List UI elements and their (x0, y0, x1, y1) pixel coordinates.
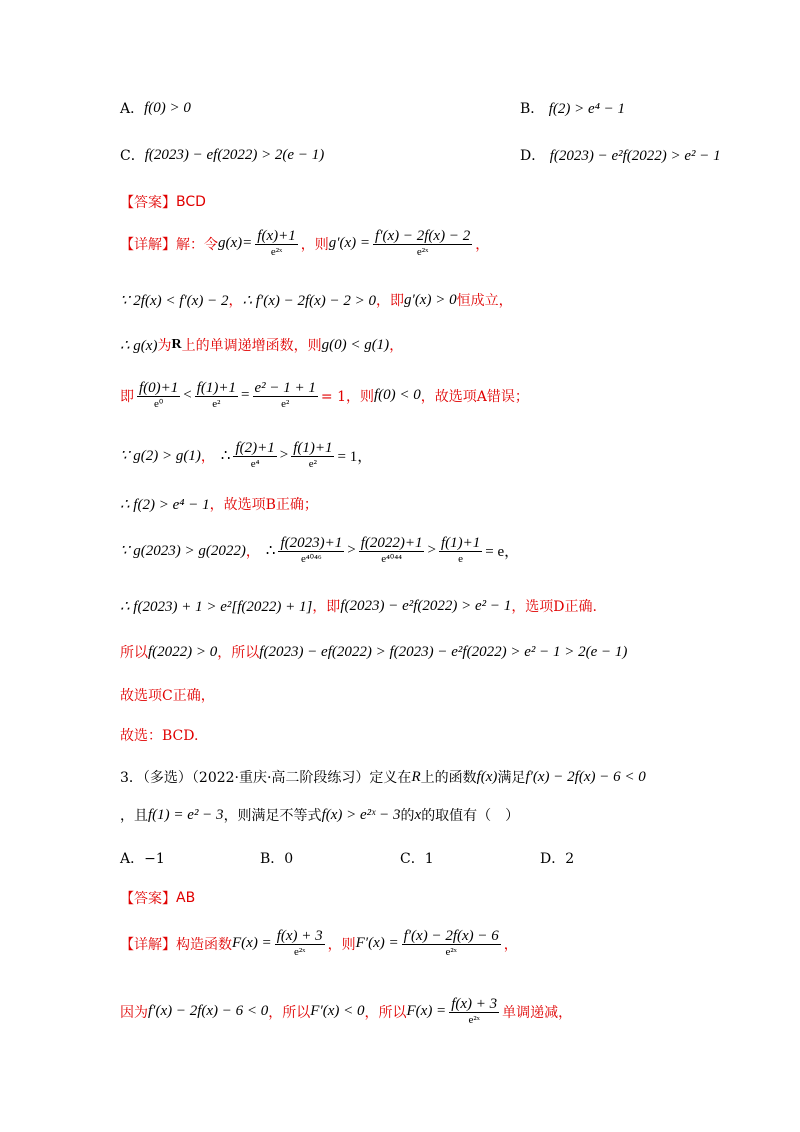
fraction-g (255, 228, 297, 259)
gprime-positive: g′(x) > 0 (404, 291, 457, 308)
F-def: F(x) = (406, 1003, 447, 1019)
detail-q3-line1 (120, 928, 518, 959)
equals-one: = 1， (337, 449, 373, 465)
text-so: ，所以 (364, 1004, 407, 1021)
fraction-e (253, 380, 318, 411)
therefore-symbol: ∴ (220, 448, 231, 464)
frac-num: f(2022)+1 (360, 535, 423, 551)
option-d-label: D． (520, 148, 546, 164)
text-option-d-right: ，选项D正确. (511, 599, 597, 615)
fraction-f1 (291, 440, 334, 471)
detail-q2-line1 (120, 228, 489, 259)
detail-prefix: 【详解】解：令 (120, 236, 218, 253)
text-option-a-wrong: ，故选项A错误； (420, 388, 529, 405)
text-comma: ， (228, 293, 243, 309)
detail-q2-line6 (120, 494, 318, 514)
frac-num: f′(x) − 2f(x) − 6 (403, 928, 499, 944)
text-so: 所以 (120, 645, 148, 661)
q3-stem-text: 的取值有（ ） (421, 808, 520, 824)
therefore-symbol: ∴ (265, 543, 276, 559)
fraction-Fprime (402, 928, 501, 959)
text-choose: 故选：BCD. (120, 728, 199, 744)
q3-option-a: A．−1 (120, 851, 165, 867)
text-comma: ， (503, 936, 518, 953)
detail-q2-line11 (120, 725, 198, 745)
text-is: 为 (157, 338, 172, 354)
frac-den: e²ˣ (468, 1014, 480, 1026)
q3-stem-text: ，且 (120, 808, 148, 824)
g-def: g(x)= (218, 235, 253, 251)
option-d (520, 145, 721, 165)
less-than: < (183, 387, 192, 403)
text-comma: ， (475, 236, 490, 253)
frac-num: f′(x) − 2f(x) − 2 (375, 228, 471, 244)
frac-num: f(x) + 3 (451, 996, 498, 1012)
q3-stem-text: ，则满足不等式 (223, 808, 322, 824)
frac-num: f(1)+1 (196, 380, 237, 396)
text-namely: ，即 (376, 293, 405, 309)
frac-den: e⁴ (250, 458, 260, 470)
fraction-f2 (233, 440, 276, 471)
frac-den: e (458, 553, 464, 565)
option-b-expr: f(2) > e⁴ − 1 (548, 101, 626, 117)
text-because: 因为 (120, 1004, 148, 1021)
frac-num: f(1)+1 (293, 440, 333, 456)
option-d-expr: f(2023) − e²f(2022) > e² − 1 (549, 148, 721, 164)
q3-stem-text: 3．（多选）（2022·重庆·高二阶段练习）定义在 (120, 770, 412, 786)
fx: f(x) (476, 768, 498, 785)
frac-num: f(x)+1 (257, 228, 296, 244)
fraction-f0 (137, 380, 180, 411)
q3-option-d: D．2 (540, 851, 575, 867)
text-so: ，所以 (268, 1004, 311, 1021)
answer-q3 (120, 888, 195, 908)
text-monotone: 上的单调递增函数，则 (181, 338, 322, 354)
answer-label: 【答案】 (120, 891, 176, 907)
text-option-b-right: ，故选项B正确； (209, 497, 318, 513)
var-x: x (414, 806, 422, 823)
detail-q2-line9 (120, 642, 627, 662)
q3-option-c: C．1 (400, 851, 434, 867)
frac-num: f(2)+1 (235, 440, 275, 456)
frac-num: f(1)+1 (440, 535, 481, 551)
fraction-F (449, 996, 499, 1027)
therefore-ineq: ∴ f′(x) − 2f(x) − 2 > 0 (242, 292, 377, 309)
greater-than: > (347, 542, 356, 558)
fraction-F (275, 928, 325, 959)
frac-num: f(x) + 3 (276, 928, 323, 944)
answer-label: 【答案】 (120, 195, 176, 211)
frac-den: e² (281, 398, 290, 410)
because-ineq: ∵ 2f(x) < f′(x) − 2 (120, 292, 229, 309)
chain-ineq: f(2023) − ef(2022) > f(2023) − e²f(2022) > e² − 1 > 2(e − 1) (259, 643, 628, 660)
q3-option-b: B．0 (260, 851, 294, 867)
gprime-def: g′(x) = (328, 235, 371, 251)
answer-value: AB (176, 890, 196, 906)
frac-num: f(2023)+1 (280, 535, 343, 551)
frac-den: e² (212, 398, 221, 410)
frac-den: e²ˣ (270, 246, 283, 258)
fraction-f2023 (278, 535, 344, 566)
fraction-f2022 (359, 535, 425, 566)
detail-q2-line10 (120, 685, 215, 705)
text-namely: 即 (120, 388, 134, 405)
q3-inequality: f(x) > e²ˣ − 3 (321, 806, 401, 823)
text-decreasing: 单调递减， (502, 1004, 573, 1021)
greater-than: > (427, 542, 436, 558)
set-R: R (171, 337, 182, 352)
therefore-g: ∴ g(x) (120, 337, 158, 354)
option-c-row (120, 145, 721, 165)
answer-value: BCD (176, 194, 206, 210)
q3-stem-text: 上的函数 (420, 770, 477, 786)
set-R: R (411, 768, 421, 785)
g0-lt-g1: g(0) < g(1) (321, 336, 390, 353)
frac-den: e² (308, 458, 317, 470)
F-def: F(x) = (232, 935, 272, 951)
text-comma: ， (200, 448, 215, 465)
detail-q2-line7 (120, 535, 519, 566)
q3-stem-text: 满足 (497, 770, 526, 786)
q3-condition: f′(x) − 2f(x) − 6 < 0 (525, 768, 646, 785)
text-always: 恒成立， (456, 293, 513, 309)
fraction-gprime (373, 228, 472, 259)
detail-prefix: 【详解】构造函数 (120, 936, 232, 953)
detail-q2-line8 (120, 596, 597, 616)
text-then: ，则 (327, 936, 356, 953)
q3-stem-text: 的 (400, 808, 415, 824)
detail-q2-line5 (120, 440, 372, 471)
option-b (520, 98, 625, 118)
q3-stem-line2 (120, 805, 519, 825)
f2023-ineq: ∴ f(2023) + 1 > e²[f(2022) + 1] (120, 598, 313, 615)
because-g2023: ∵ g(2023) > g(2022) (120, 543, 246, 559)
f1-value: f(1) = e² − 3 (148, 806, 224, 823)
f0-lt-0: f(0) < 0 (374, 387, 421, 403)
option-d-ineq: f(2023) − e²f(2022) > e² − 1 (340, 597, 512, 614)
text-option-c-right: 故选项C正确， (120, 688, 215, 704)
detail-q2-line4 (120, 380, 529, 411)
q3-stem-line1 (120, 767, 646, 787)
text-comma: ， (389, 338, 404, 354)
equals-e: = e， (485, 544, 520, 560)
equals: = (241, 387, 250, 403)
option-b-label: B． (520, 101, 545, 117)
detail-q2-line3 (120, 335, 403, 355)
f2-gt: ∴ f(2) > e⁴ − 1 (120, 496, 210, 513)
answer-q2 (120, 192, 206, 212)
frac-den: e²ˣ (293, 946, 306, 958)
frac-den: e⁰ (153, 398, 164, 410)
option-c-expr: f(2023) − ef(2022) > 2(e − 1) (144, 146, 325, 163)
frac-num: e² − 1 + 1 (254, 380, 316, 396)
fraction-f1 (195, 380, 238, 411)
text-then: = 1，则 (320, 388, 374, 405)
frac-num: f(0)+1 (139, 380, 179, 396)
condition-ineq: f′(x) − 2f(x) − 6 < 0 (148, 1003, 269, 1019)
Fprime-def: F′(x) = (355, 935, 399, 951)
text-namely: ，即 (312, 599, 341, 615)
frac-den: e⁴⁰⁴⁴ (381, 553, 402, 565)
detail-q2-line2 (120, 290, 513, 310)
detail-q3-line2 (120, 996, 572, 1027)
because-g2: ∵ g(2) > g(1) (120, 448, 201, 464)
option-a-row (120, 98, 626, 118)
option-a-expr: f(0) > 0 (144, 99, 191, 116)
frac-den: e²ˣ (445, 946, 457, 958)
Fprime-negative: F′(x) < 0 (310, 1003, 365, 1019)
text-so: ，所以 (217, 645, 260, 661)
fraction-f1e (439, 535, 482, 566)
frac-den: e²ˣ (416, 246, 429, 258)
frac-den: e⁴⁰⁴⁶ (300, 553, 322, 565)
text-then: ，则 (300, 236, 329, 253)
option-c-label: C． (120, 148, 145, 164)
f2022-positive: f(2022) > 0 (148, 643, 218, 660)
option-a-label: A． (120, 101, 145, 117)
greater-than: > (279, 447, 289, 463)
q3-options (120, 848, 575, 868)
text-comma: ， (245, 543, 260, 560)
